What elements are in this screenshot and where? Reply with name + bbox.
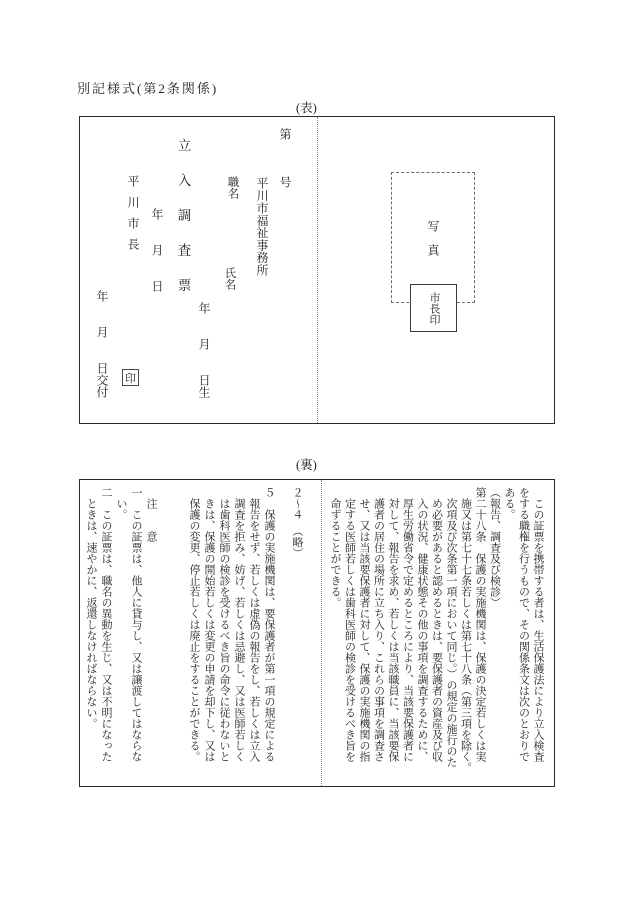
- validity-date-line: 年 月 日: [150, 208, 164, 292]
- text-column: ５ 保護の実施機関は、要保護者が第一項の規定による: [263, 487, 275, 762]
- text-column: 注 意: [145, 487, 157, 542]
- text-column: 施又は第七十七条若しくは第七十八条（第三項を除く。: [459, 487, 472, 773]
- legal-text-left-half: [83, 487, 304, 762]
- legal-text-right-half: [328, 487, 546, 773]
- text-column: ある。: [503, 487, 515, 520]
- text-column: 次項及び次条第一項において同じ。）の規定の施行のた: [445, 487, 457, 768]
- card-title: 立入調査票: [175, 138, 191, 313]
- issuer-name: 平川市長: [126, 175, 140, 259]
- text-column: 第二十八条 保護の実施機関は、保護の決定若しくは実: [474, 487, 486, 762]
- text-column: ときは、速やかに、返還しなければならない。: [85, 487, 97, 729]
- text-column: きは、保護の開始若しくは変更の申請を却下し、又は: [203, 487, 215, 762]
- job-title-label: 職名: [226, 176, 239, 199]
- text-column: せ、又は当該要保護者に対して、保護の実施機関の指: [358, 487, 370, 762]
- office-name: 平川市福祉事務所: [255, 177, 269, 277]
- text-column: ２〜４ （略）: [291, 487, 303, 559]
- text-column: 報告をせず、若しくは虚偽の報告をし、若しくは立入: [248, 487, 260, 762]
- certificate-number-line: 第 号: [278, 128, 292, 188]
- text-column: は歯科医師の検診を受けるべき旨の命令に従わないと: [218, 487, 230, 762]
- text-column: 定する医師若しくは歯科医師の検診を受けるべき旨を: [343, 487, 356, 762]
- text-column: い。: [115, 487, 127, 520]
- photo-label: 写 真: [426, 219, 440, 256]
- text-column: をする職権を行うもので、その関係条文は次のとおりで: [517, 487, 530, 762]
- text-column: 調査を拒み、妨げ、若しくは忌避し、又は医師若しく: [233, 487, 245, 762]
- text-column: この証票を携帯する者は、生活保護法により立入検査: [532, 487, 544, 762]
- birth-date-line: 年 月 日生: [197, 302, 211, 398]
- text-column: め必要があると認めるときは、要保護者の資産及び収: [430, 487, 443, 762]
- form-style-heading: 別記様式(第2条関係): [77, 81, 219, 96]
- text-column: 対して、報告を求め、若しくは当該職員に、当該要保: [387, 487, 399, 762]
- text-column: （報告、調査及び検診）: [488, 487, 501, 608]
- text-column: 二 この証票は、職名の異動を生じ、又は不明になった: [100, 487, 112, 762]
- text-column: 一 この証票は、他人に貸与し、又は譲渡してはならな: [130, 487, 142, 762]
- mayor-seal-label: 市長印: [428, 291, 440, 325]
- issue-date-line: 年 月 日交付: [95, 290, 109, 398]
- text-column: 厚生労働省令で定めるところにより、当該要保護者に: [401, 487, 414, 762]
- text-column: 保護の変更、停止若しくは廃止をすることができる。: [188, 487, 200, 762]
- back-fold-dotted-line: [321, 480, 322, 786]
- back-card: [79, 479, 555, 787]
- front-fold-dotted-line: [317, 117, 318, 423]
- front-card: [79, 116, 555, 424]
- mayor-seal-box: [410, 284, 457, 332]
- text-column: 命ずることができる。: [329, 487, 341, 608]
- issuer-seal-label: 印: [125, 372, 136, 385]
- issuer-seal-mark: [122, 369, 139, 386]
- front-side-label: (表): [296, 101, 317, 115]
- text-column: 護者の居住の場所に立ち入り、これらの事項を調査さ: [372, 487, 385, 762]
- back-side-label: (裏): [296, 458, 317, 472]
- text-column: 入の状況、健康状態その他の事項を調査するために、: [416, 487, 428, 762]
- name-label: 氏名: [223, 267, 236, 290]
